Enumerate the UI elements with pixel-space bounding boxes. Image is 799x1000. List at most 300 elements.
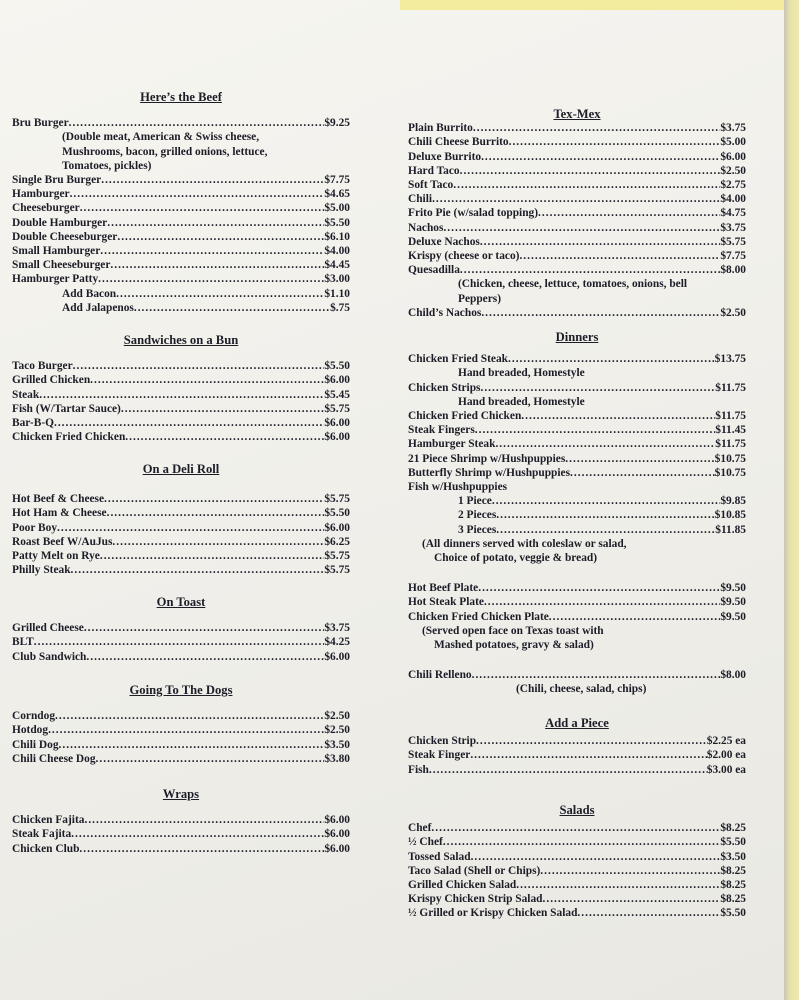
dot-leader: [116, 287, 324, 301]
menu-item-name: ½ Chef: [408, 836, 443, 849]
menu-item: [408, 508, 746, 522]
dot-leader: [101, 173, 324, 187]
menu-item-price: $9.25: [324, 117, 350, 130]
menu-item-name: Chicken Fried Chicken: [408, 410, 522, 423]
menu-item-name: Chili Dog: [12, 738, 59, 751]
menu-item-name: Deluxe Burrito: [408, 150, 482, 163]
dot-leader: [125, 430, 324, 444]
dot-leader: [577, 906, 720, 920]
menu-item-price: $5.75: [324, 550, 350, 563]
item-description: (Served open face on Texas toast with: [422, 624, 604, 637]
menu-item-price: $.75: [330, 301, 350, 314]
section-title: Tex-Mex: [553, 107, 601, 121]
section-title: Going To The Dogs: [129, 683, 233, 697]
menu-item-name: Hamburger Patty: [12, 273, 99, 286]
dot-leader: [432, 192, 720, 206]
binder-edge: [784, 0, 799, 1000]
section-title: Add a Piece: [545, 716, 609, 730]
dot-leader: [107, 216, 324, 230]
dot-leader: [549, 610, 721, 624]
menu-item-name: Steak Finger: [408, 749, 471, 762]
item-description: Choice of potato, veggie & bread): [434, 552, 598, 565]
menu-item: [408, 466, 746, 480]
menu-item-price: $11.75: [715, 438, 746, 451]
menu-item: [408, 221, 746, 235]
menu-item-name: 3 Pieces: [458, 523, 497, 536]
menu-item: [12, 752, 350, 766]
dot-leader: [508, 352, 715, 366]
dot-leader: [453, 178, 720, 192]
item-description: Mushrooms, bacon, grilled onions, lettuce,: [62, 145, 268, 158]
dot-leader: [121, 402, 325, 416]
menu-item: [408, 595, 746, 609]
menu-item: [12, 430, 350, 444]
menu-item-name: Bru Burger: [12, 117, 69, 130]
spacer: [408, 565, 746, 581]
menu-section-dogs: [12, 683, 350, 766]
item-description: Peppers): [458, 292, 502, 305]
menu-item: [12, 650, 350, 664]
menu-item-price: $6.00: [324, 521, 350, 534]
menu-item-name: Poor Boy: [12, 521, 58, 534]
menu-item-price: $10.75: [714, 452, 746, 465]
menu-item: [408, 835, 746, 849]
menu-item: [408, 249, 746, 263]
section-title: Dinners: [555, 330, 599, 344]
menu-item: [12, 201, 350, 215]
menu-item-price: $5.00: [324, 202, 350, 215]
menu-item-price: $3.75: [324, 622, 350, 635]
dot-leader: [79, 842, 324, 856]
menu-item-price: $6.10: [324, 230, 350, 243]
menu-item-price: $5.50: [324, 360, 350, 373]
menu-item-price: $8.25: [720, 893, 746, 906]
section-title: Wraps: [162, 787, 200, 801]
dot-leader: [431, 821, 720, 835]
dot-leader: [492, 494, 721, 508]
dot-leader: [473, 121, 720, 135]
item-description: (All dinners served with coleslaw or salad,: [422, 537, 627, 550]
menu-item: [12, 244, 350, 258]
menu-item-name: Chicken Fried Chicken Plate: [408, 610, 549, 623]
menu-item-price: $9.50: [720, 582, 746, 595]
menu-item-name: Fish (W/Tartar Sauce): [12, 402, 121, 415]
menu-section-addpiece: [408, 716, 746, 777]
menu-item: [12, 359, 350, 373]
item-description: (Chicken, cheese, lettuce, tomatoes, onions, bell: [458, 278, 688, 291]
dot-leader: [478, 581, 720, 595]
menu-item-name: Philly Steak: [12, 564, 71, 577]
menu-item-price: $4.00: [324, 245, 350, 258]
menu-item-name: Double Hamburger: [12, 216, 108, 229]
menu-item-price: $3.50: [720, 850, 746, 863]
menu-item: [12, 402, 350, 416]
menu-item: [408, 423, 746, 437]
menu-section-texmex: [408, 107, 746, 320]
dot-leader: [481, 306, 720, 320]
menu-item-name: Hot Steak Plate: [408, 596, 484, 609]
menu-item: [408, 178, 746, 192]
dot-leader: [112, 535, 324, 549]
menu-item: [12, 521, 350, 535]
dot-leader: [86, 650, 324, 664]
menu-item: [408, 494, 746, 508]
menu-item-name: Roast Beef W/AuJus: [12, 535, 113, 548]
dot-leader: [521, 409, 715, 423]
spacer: [408, 652, 746, 668]
dot-leader: [470, 748, 706, 762]
menu-item-price: $4.65: [324, 188, 350, 201]
menu-item: [408, 121, 746, 135]
menu-item-name: Hamburger: [12, 188, 70, 201]
menu-item: [12, 813, 350, 827]
menu-item: [12, 272, 350, 286]
menu-item-price: $2.00 ea: [706, 749, 746, 762]
menu-section-beef: [12, 90, 350, 315]
menu-item: [12, 549, 350, 563]
dot-leader: [96, 752, 325, 766]
menu-item-name: Chicken Strip: [408, 735, 477, 748]
item-description: Tomatoes, pickles): [62, 159, 152, 172]
dot-leader: [80, 201, 325, 215]
menu-item-name: BLT: [12, 636, 34, 649]
menu-item: [408, 581, 746, 595]
menu-section-sandwiches: [12, 333, 350, 444]
menu-item: [408, 150, 746, 164]
dot-leader: [475, 423, 716, 437]
dot-leader: [69, 116, 325, 130]
dot-leader: [480, 381, 715, 395]
menu-item: [408, 850, 746, 864]
item-description: Fish w/Hushpuppies: [408, 481, 508, 494]
menu-item-name: Grilled Cheese: [12, 622, 84, 635]
menu-item-name: Frito Pie (w/salad topping): [408, 207, 539, 220]
menu-item: [12, 187, 350, 201]
menu-item-price: $10.75: [714, 466, 746, 479]
menu-item-price: $5.75: [324, 402, 350, 415]
menu-item: [12, 216, 350, 230]
item-description: Hand breaded, Homestyle: [458, 395, 585, 408]
menu-item: [12, 842, 350, 856]
dot-leader: [538, 206, 720, 220]
menu-item-price: $6.00: [324, 650, 350, 663]
dot-leader: [59, 738, 325, 752]
menu-item: [408, 892, 746, 906]
menu-item: [408, 668, 746, 682]
menu-item-name: Plain Burrito: [408, 122, 473, 135]
menu-item-name: Steak: [12, 388, 40, 401]
menu-item-price: $3.75: [720, 221, 746, 234]
menu-item: [408, 192, 746, 206]
menu-item-name: Krispy Chicken Strip Salad: [408, 893, 543, 906]
menu-item: [12, 635, 350, 649]
section-title: Sandwiches on a Bun: [123, 333, 239, 347]
menu-item: [12, 416, 350, 430]
dot-leader: [71, 563, 325, 577]
menu-item-price: $4.25: [324, 636, 350, 649]
menu-item: [12, 563, 350, 577]
menu-item-name: 1 Piece: [458, 495, 492, 508]
menu-item: [408, 164, 746, 178]
dot-leader: [476, 734, 707, 748]
menu-item-name: Soft Taco: [408, 179, 454, 192]
menu-item: [12, 492, 350, 506]
dot-leader: [480, 235, 721, 249]
menu-item-name: Patty Melt on Rye: [12, 550, 100, 563]
dot-leader: [516, 878, 720, 892]
dot-leader: [100, 549, 325, 563]
menu-item-name: Chili Cheese Dog: [12, 752, 96, 765]
menu-item-price: $2.50: [720, 306, 746, 319]
menu-item-price: $6.00: [720, 150, 746, 163]
menu-item: [408, 381, 746, 395]
menu-item-price: $4.75: [720, 207, 746, 220]
menu-item-price: $5.75: [324, 564, 350, 577]
menu-item-price: $5.45: [324, 388, 350, 401]
menu-item-name: Tossed Salad: [408, 850, 471, 863]
menu-item-name: Double Cheeseburger: [12, 230, 118, 243]
menu-item-name: Add Bacon: [62, 287, 117, 300]
dot-leader: [540, 864, 720, 878]
menu-item-price: $8.00: [720, 264, 746, 277]
menu-item-name: Chicken Fried Chicken: [12, 431, 126, 444]
menu-item-price: $9.50: [720, 596, 746, 609]
menu-item: [12, 230, 350, 244]
dot-leader: [429, 763, 707, 777]
menu-item-price: $4.00: [720, 193, 746, 206]
dot-leader: [519, 249, 720, 263]
menu-item-price: $6.25: [324, 535, 350, 548]
menu-item: [408, 878, 746, 892]
menu-item: [408, 206, 746, 220]
menu-item-name: Chicken Club: [12, 842, 80, 855]
menu-item: [12, 738, 350, 752]
menu-item-price: $5.50: [720, 836, 746, 849]
menu-item-price: $13.75: [714, 353, 746, 366]
dot-leader: [34, 635, 325, 649]
menu-item-name: Hot Beef & Cheese: [12, 493, 105, 506]
dot-leader: [543, 892, 721, 906]
menu-item: [12, 506, 350, 520]
menu-item-price: $5.00: [720, 136, 746, 149]
menu-item: [408, 263, 746, 277]
dot-leader: [509, 135, 721, 149]
dot-leader: [110, 258, 324, 272]
dot-leader: [39, 388, 324, 402]
menu-item-name: Grilled Chicken: [12, 374, 91, 387]
menu-item-price: $5.75: [720, 235, 746, 248]
menu-item: [12, 709, 350, 723]
menu-item-price: $6.00: [324, 417, 350, 430]
menu-item-price: $6.00: [324, 842, 350, 855]
menu-item-price: $5.50: [324, 216, 350, 229]
menu-item: [12, 535, 350, 549]
dot-leader: [55, 709, 324, 723]
menu-item-name: Hard Taco: [408, 164, 460, 177]
menu-item-name: Cheeseburger: [12, 202, 80, 215]
menu-item-name: Chili Cheese Burrito: [408, 136, 509, 149]
menu-item-name: Hotdog: [12, 724, 49, 737]
menu-item-price: $1.10: [324, 287, 350, 300]
menu-section-salads: [408, 803, 746, 921]
item-description: Hand breaded, Homestyle: [458, 367, 585, 380]
menu-item-price: $6.00: [324, 431, 350, 444]
menu-item-name: Taco Salad (Shell or Chips): [408, 864, 541, 877]
menu-item: [12, 621, 350, 635]
item-description: (Double meat, American & Swiss cheese,: [62, 131, 260, 144]
menu-item: [408, 437, 746, 451]
dot-leader: [84, 621, 325, 635]
folder-edge: [400, 0, 799, 10]
dot-leader: [484, 595, 720, 609]
menu-item: [408, 748, 746, 762]
menu-item-price: $11.45: [715, 424, 746, 437]
dot-leader: [84, 813, 324, 827]
section-title: Salads: [559, 803, 595, 817]
dot-leader: [100, 244, 324, 258]
menu-item-price: $9.50: [720, 610, 746, 623]
section-title: On a Deli Roll: [142, 462, 220, 476]
dot-leader: [472, 668, 721, 682]
menu-item-name: Butterfly Shrimp w/Hushpuppies: [408, 466, 571, 479]
menu-item-price: $3.00: [324, 273, 350, 286]
menu-item: [408, 610, 746, 624]
menu-item-price: $5.75: [324, 493, 350, 506]
menu-item-price: $10.85: [714, 509, 746, 522]
menu-section-wraps: [12, 787, 350, 856]
menu-item-name: Hamburger Steak: [408, 438, 496, 451]
section-title: On Toast: [156, 595, 206, 609]
dot-leader: [496, 508, 714, 522]
section-title: Here’s the Beef: [140, 90, 222, 104]
menu-item-name: Taco Burger: [12, 360, 73, 373]
menu-item-price: $8.25: [720, 864, 746, 877]
menu-item-price: $9.85: [720, 495, 746, 508]
dot-leader: [460, 263, 720, 277]
menu-item-name: Hot Ham & Cheese: [12, 507, 107, 520]
menu-item: [12, 388, 350, 402]
menu-item: [408, 409, 746, 423]
menu-item: [408, 306, 746, 320]
menu-item-price: $8.25: [720, 822, 746, 835]
menu-item-price: $5.50: [324, 507, 350, 520]
dot-leader: [117, 230, 324, 244]
dot-leader: [98, 272, 324, 286]
menu-item: [12, 827, 350, 841]
menu-item-price: $2.25 ea: [706, 735, 746, 748]
menu-item-price: $7.75: [720, 250, 746, 263]
menu-item-name: Chili: [408, 193, 433, 206]
menu-item-name: Bar-B-Q: [12, 417, 54, 430]
menu-item-price: $8.00: [720, 669, 746, 682]
menu-item-name: Single Bru Burger: [12, 174, 102, 187]
menu-item-name: ½ Grilled or Krispy Chicken Salad: [408, 907, 578, 920]
item-description: (Chili, cheese, salad, chips): [516, 683, 647, 696]
dot-leader: [134, 301, 330, 315]
menu-item-price: $6.00: [324, 828, 350, 841]
menu-item: [408, 734, 746, 748]
dot-leader: [443, 221, 720, 235]
menu-item-price: $6.00: [324, 374, 350, 387]
menu-item-name: Fish: [408, 763, 429, 776]
menu-item-name: Small Hamburger: [12, 245, 101, 258]
dot-leader: [570, 466, 715, 480]
dot-leader: [481, 150, 720, 164]
menu-item-name: Steak Fajita: [12, 828, 72, 841]
dot-leader: [495, 437, 715, 451]
menu-item-name: Chef: [408, 822, 432, 835]
dot-leader: [471, 850, 721, 864]
dot-leader: [48, 723, 324, 737]
menu-item-price: $2.75: [720, 179, 746, 192]
menu-item-price: $3.50: [324, 738, 350, 751]
menu-item-name: Add Jalapenos: [62, 301, 134, 314]
dot-leader: [57, 521, 324, 535]
menu-item-price: $3.80: [324, 752, 350, 765]
dot-leader: [104, 492, 324, 506]
dot-leader: [496, 523, 715, 537]
dot-leader: [71, 827, 324, 841]
menu-item-name: Chili Relleno: [408, 669, 472, 682]
menu-item-name: Nachos: [408, 221, 444, 234]
dot-leader: [565, 452, 714, 466]
menu-item-price: $11.85: [715, 523, 746, 536]
menu-item-name: Steak Fingers: [408, 424, 475, 437]
menu-item-price: $11.75: [715, 410, 746, 423]
menu-item: [12, 173, 350, 187]
menu-item: [408, 864, 746, 878]
menu-item-name: 2 Pieces: [458, 509, 497, 522]
menu-item-price: $7.75: [324, 174, 350, 187]
menu-item-name: Krispy (cheese or taco): [408, 250, 520, 263]
menu-item: [12, 116, 350, 130]
menu-section-deli: [12, 462, 350, 577]
menu-item-name: Quesadilla: [408, 264, 460, 277]
menu-item-name: Small Cheeseburger: [12, 259, 111, 272]
menu-item-price: $8.25: [720, 879, 746, 892]
menu-item: [12, 723, 350, 737]
menu-section-dinners: [408, 330, 746, 697]
menu-item: [408, 763, 746, 777]
menu-item: [12, 373, 350, 387]
menu-item-name: Club Sandwich: [12, 650, 87, 663]
menu-item-price: $3.75: [720, 122, 746, 135]
menu-item: [12, 258, 350, 272]
menu-item-name: Deluxe Nachos: [408, 235, 480, 248]
menu-section-toast: [12, 595, 350, 664]
menu-item: [408, 523, 746, 537]
menu-item: [408, 906, 746, 920]
dot-leader: [73, 359, 325, 373]
dot-leader: [70, 187, 325, 201]
menu-item-name: Chicken Fajita: [12, 814, 85, 827]
menu-item: [408, 235, 746, 249]
menu-item-price: $3.00 ea: [706, 763, 746, 776]
menu-item-price: $2.50: [324, 724, 350, 737]
dot-leader: [460, 164, 721, 178]
menu-item: [408, 452, 746, 466]
menu-item-name: Child’s Nachos: [408, 306, 482, 319]
menu-item: [12, 287, 350, 301]
dot-leader: [107, 506, 325, 520]
menu-item-price: $5.50: [720, 907, 746, 920]
menu-item: [408, 352, 746, 366]
menu-item-price: $2.50: [720, 164, 746, 177]
menu-item-name: Chicken Strips: [408, 381, 481, 394]
menu-item-name: Hot Beef Plate: [408, 582, 479, 595]
menu-item-name: Corndog: [12, 710, 56, 723]
menu-item-price: $11.75: [715, 381, 746, 394]
